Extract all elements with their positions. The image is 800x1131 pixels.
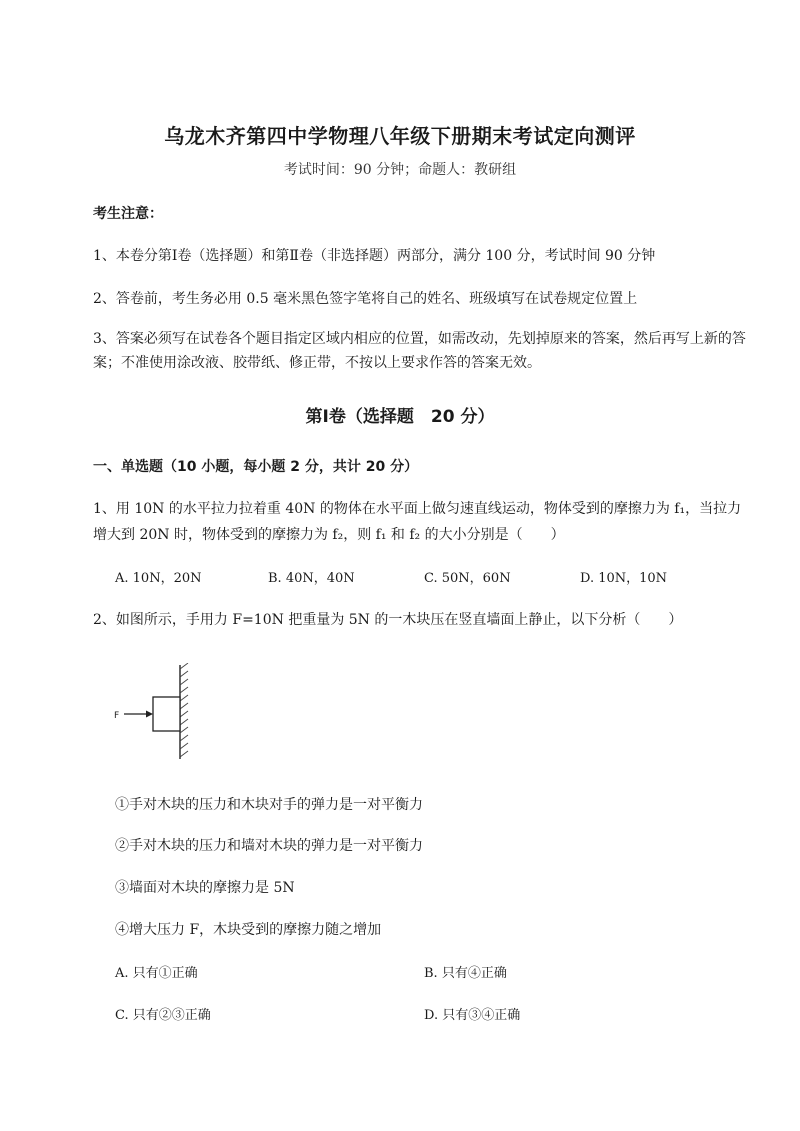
question-2-stem: 2、如图所示，手用力 F=10N 把重量为 5N 的一木块压在竖直墙面上静止，以下分析（ ） (93, 612, 683, 628)
question-1-stem-line-1: 1、用 10N 的水平拉力拉着重 40N 的物体在水平面上做匀速直线运动，物体受到的摩擦力为 f₁，当拉力 (93, 501, 742, 517)
section-title: 第Ⅰ卷（选择题 20 分） (305, 407, 495, 427)
question-1-option-a[interactable]: A. 10N，20N (115, 571, 202, 586)
notice-item-1: 1、本卷分第Ⅰ卷（选择题）和第Ⅱ卷（非选择题）两部分，满分 100 分，考试时间 90 分钟 (93, 248, 656, 264)
force-arrowhead (146, 711, 153, 718)
wood-block (153, 697, 180, 731)
part-heading: 一、单选题（10 小题，每小题 2 分，共计 20 分） (93, 459, 419, 475)
wall-hatching (180, 663, 188, 757)
force-label: F (114, 711, 120, 721)
notice-item-2: 2、答卷前，考生务必用 0.5 毫米黑色签字笔将自己的姓名、班级填写在试卷规定位置上 (93, 291, 638, 307)
question-2-statement-4: ④增大压力 F，木块受到的摩擦力随之增加 (115, 922, 382, 938)
question-1-option-b[interactable]: B. 40N，40N (268, 571, 355, 586)
question-2-option-c[interactable]: C. 只有②③正确 (115, 1008, 211, 1023)
force-diagram (112, 663, 202, 763)
page-title: 乌龙木齐第四中学物理八年级下册期末考试定向测评 (164, 124, 636, 148)
question-2-option-a[interactable]: A. 只有①正确 (115, 966, 198, 981)
question-2-statement-1: ①手对木块的压力和木块对手的弹力是一对平衡力 (115, 797, 423, 813)
question-2-option-d[interactable]: D. 只有③④正确 (424, 1008, 521, 1023)
question-2-statement-3: ③墙面对木块的摩擦力是 5N (115, 880, 295, 896)
notice-heading: 考生注意： (93, 206, 163, 222)
question-2-option-b[interactable]: B. 只有④正确 (424, 966, 507, 981)
question-1-option-d[interactable]: D. 10N，10N (580, 571, 668, 586)
question-1-stem-line-2: 增大到 20N 时，物体受到的摩擦力为 f₂，则 f₁ 和 f₂ 的大小分别是（ ） (93, 527, 565, 543)
question-1-option-c[interactable]: C. 50N，60N (424, 571, 511, 586)
exam-info: 考试时间：90 分钟；命题人：教研组 (283, 162, 517, 178)
question-2-statement-2: ②手对木块的压力和墙对木块的弹力是一对平衡力 (115, 838, 423, 854)
notice-item-3: 3、答案必须写在试卷各个题目指定区域内相应的位置，如需改动，先划掉原来的答案，然后再写上新的答案；不准使用涂改液、胶带纸、修正带，不按以上要求作答的答案无效。 (93, 331, 746, 371)
